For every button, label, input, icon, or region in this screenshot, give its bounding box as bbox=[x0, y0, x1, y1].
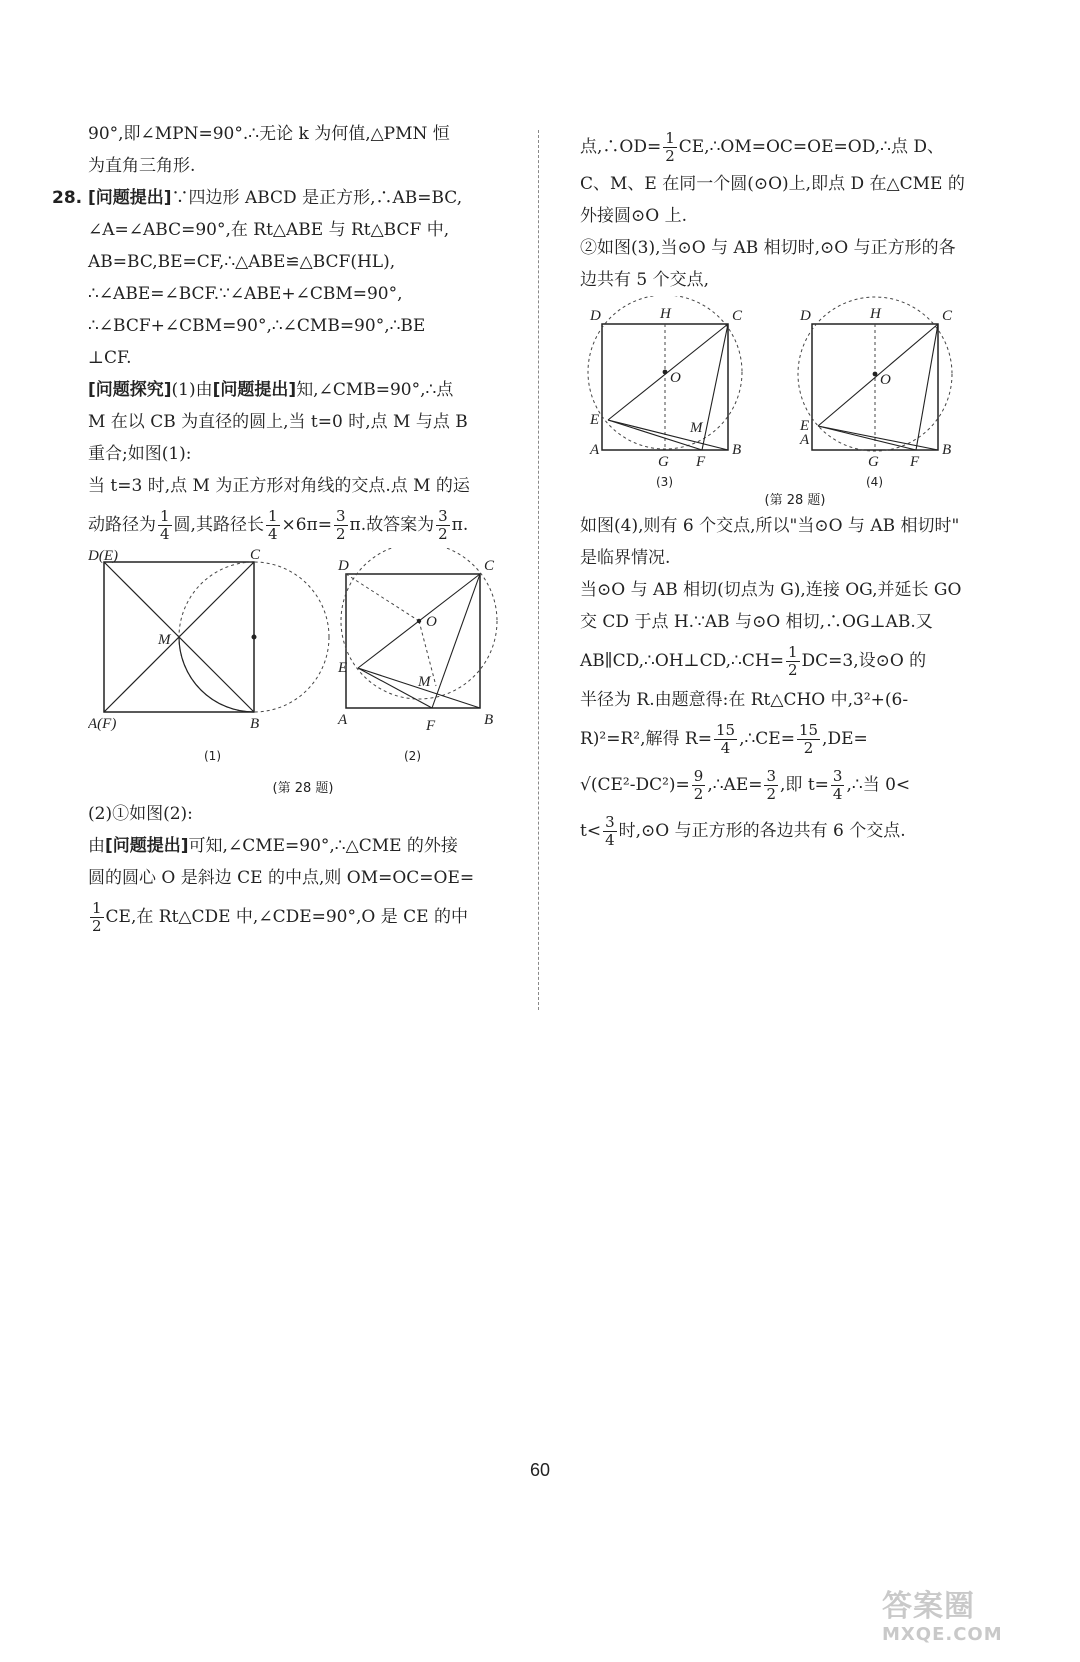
label: D bbox=[338, 558, 349, 574]
text-line: ⊥CF. bbox=[88, 348, 132, 368]
label: O bbox=[426, 614, 437, 630]
label: M bbox=[158, 632, 171, 648]
text-line: 如图(4),则有 6 个交点,所以"当⊙O 与 AB 相切时" bbox=[580, 516, 960, 536]
figure-1 bbox=[88, 548, 329, 763]
watermark bbox=[882, 1590, 1003, 1645]
fraction: $\frac{3}{4}$ bbox=[605, 813, 615, 849]
label: E bbox=[800, 418, 810, 434]
right-column: 点,∴OD= $\frac{1}{2}$ CE,∴OM=OC=OE=OD,∴点 D、 C、M、E 在同一个圆(⊙O)上,即点 D 在△CME 的 外接圆⊙O 上. ②如图(3),当⊙O 与 AB 相切时,⊙O 与正方形的各 边共有 5 个交点, D H C O E M A G F B (3) D H C O E A G F B (4) (第 28 题) 如图(4),则有 6 个交点,所以"当⊙O 与 AB 相切时" 是临界情况. 当⊙O 与 AB 相切(切点为 G),连接 OG,并延长 GO 交 CD 于点 H.∵AB 与⊙O 相切,∴OG⊥AB.又 AB∥CD,∴OH⊥CD,∴CH= $\frac{1}{2}$ DC=3,设⊙O 的 半径为 R.由题意得:在 Rt△CHO 中,3²+(6- R)²=R²,解得 R= $\frac{15}{4}$ ,∴CE= $\frac{15}{2}$ ,DE= √(CE²-DC²)= $\frac{9}{2}$ ,∴AE= $\frac{3}{2}$ ,即 t= $\frac{3}{4}$ ,∴当 0< t< $\frac{3}{4}$ 时,⊙O 与正方形的各边共有 6 个交点. bbox=[580, 126, 1010, 854]
figures-3-4 bbox=[580, 296, 1010, 492]
section-tag: [问题提出] bbox=[88, 188, 172, 208]
label: C bbox=[484, 558, 495, 574]
text-line: ∴∠BCF+∠CBM=90°,∴∠CMB=90°,∴BE bbox=[88, 316, 426, 336]
text-line: 当⊙O 与 AB 相切(切点为 G),连接 OG,并延长 GO bbox=[580, 580, 962, 600]
figure-row-1-2 bbox=[88, 548, 518, 780]
label: C bbox=[732, 308, 743, 324]
text-line: ∵四边形 ABCD 是正方形,∴AB=BC, bbox=[171, 188, 463, 208]
watermark-url: MXQE.COM bbox=[882, 1624, 1003, 1645]
text-line: ②如图(3),当⊙O 与 AB 相切时,⊙O 与正方形的各 bbox=[580, 238, 956, 258]
text-line: 90°,即∠MPN=90°.∴无论 k 为何值,△PMN 恒 bbox=[88, 124, 450, 144]
fraction: $\frac{15}{4}$ bbox=[715, 721, 736, 757]
label: E bbox=[338, 660, 348, 676]
text-line: 重合;如图(1): bbox=[88, 444, 192, 464]
fraction: $\frac{3}{2}$ bbox=[335, 507, 346, 543]
label: A bbox=[590, 442, 600, 458]
figures-1-2 bbox=[88, 548, 518, 780]
fraction: $\frac{3}{4}$ bbox=[832, 767, 843, 803]
text-line: 是临界情况. bbox=[580, 548, 671, 568]
text-line: C、M、E 在同一个圆(⊙O)上,即点 D 在△CME 的 bbox=[580, 174, 965, 194]
label: B bbox=[484, 712, 494, 728]
label: D bbox=[590, 308, 601, 324]
watermark-logo: 答案圈 bbox=[882, 1589, 975, 1624]
label: F bbox=[696, 454, 706, 470]
label: F bbox=[426, 718, 436, 734]
section-tag: [问题提出] bbox=[212, 380, 297, 400]
text-line: M 在以 CB 为直径的圆上,当 t=0 时,点 M 与点 B bbox=[88, 412, 468, 432]
fraction: $\frac{1}{4}$ bbox=[267, 507, 278, 543]
label: G bbox=[868, 454, 879, 470]
text-line: ∠A=∠ABC=90°,在 Rt△ABE 与 Rt△BCF 中, bbox=[88, 220, 450, 240]
figure-caption: (第 28 题) bbox=[764, 493, 826, 508]
text-line: 外接圆⊙O 上. bbox=[580, 206, 687, 226]
left-column: 90°,即∠MPN=90°.∴无论 k 为何值,△PMN 恒 为直角三角形. 28. [问题提出]∵四边形 ABCD 是正方形,∴AB=BC, ∠A=∠ABC=90°,在 Rt△ABE 与 Rt△BCF 中, AB=BC,BE=CF,∴△ABE≌△BCF(HL), ∴∠ABE=∠BCF.∵∠ABE+∠CBM=90°, ∴∠BCF+∠CBM=90°,∴∠CMB=90°,∴BE ⊥CF. [问题探究](1)由[问题提出]知,∠CMB=90°,∴点 M 在以 CB 为直径的圆上,当 t=0 时,点 M 与点 B 重合;如图(1): 当 t=3 时,点 M 为正方形对角线的交点.点 M 的运 动路径为 $\frac{1}{4}$ 圆,其路径长 $\frac{1}{4}$ ×6π= $\frac{3}{2}$ π.故答案为 $\frac{3}{2}$ π. D(E) C A(F) B M (1) D C A B E F M O (2) (第 28 题) (2)①如图(2): 由[问题提出]可知,∠CME=90°,∴△CME 的外接 圆的圆心 O 是斜边 CE 的中点,则 OM=OC=OE= $\frac{1}{2}$ CE,在 Rt△CDE 中,∠CDE=90°,O 是 CE 的中 bbox=[88, 118, 518, 940]
label: O bbox=[880, 372, 891, 388]
label: B bbox=[250, 716, 260, 732]
label: B bbox=[942, 442, 952, 458]
fraction: $\frac{15}{2}$ bbox=[798, 721, 819, 757]
text-line: 为直角三角形. bbox=[88, 156, 196, 176]
label: M bbox=[690, 420, 703, 436]
figure-4 bbox=[798, 297, 953, 489]
label: C bbox=[250, 548, 261, 563]
label: M bbox=[418, 674, 431, 690]
label: B bbox=[732, 442, 742, 458]
label: F bbox=[910, 454, 920, 470]
figure-caption: (2) bbox=[404, 749, 421, 763]
text-line: 交 CD 于点 H.∵AB 与⊙O 相切,∴OG⊥AB.又 bbox=[580, 612, 933, 632]
text-line: 圆的圆心 O 是斜边 CE 的中点,则 OM=OC=OE= bbox=[88, 868, 475, 888]
label: A bbox=[338, 712, 348, 728]
fraction: $\frac{3}{2}$ bbox=[766, 767, 777, 803]
fraction: $\frac{1}{2}$ bbox=[92, 899, 102, 935]
label: C bbox=[942, 308, 953, 324]
label: D bbox=[800, 308, 811, 324]
column-divider bbox=[538, 130, 539, 1010]
label: A(F) bbox=[88, 716, 117, 732]
fraction: $\frac{1}{2}$ bbox=[665, 129, 675, 165]
problem-number: 28. bbox=[52, 188, 83, 208]
fraction: $\frac{9}{2}$ bbox=[693, 767, 704, 803]
text-line: AB=BC,BE=CF,∴△ABE≌△BCF(HL), bbox=[88, 252, 396, 272]
figure-2 bbox=[337, 548, 497, 763]
section-tag: [问题探究] bbox=[88, 380, 172, 400]
text-line: 边共有 5 个交点, bbox=[580, 270, 710, 290]
text-line: ∴∠ABE=∠BCF.∵∠ABE+∠CBM=90°, bbox=[88, 284, 403, 304]
label: A bbox=[800, 432, 810, 448]
label: H bbox=[660, 306, 671, 322]
text-line: 半径为 R.由题意得:在 Rt△CHO 中,3²+(6- bbox=[580, 690, 909, 710]
fraction: $\frac{1}{2}$ bbox=[787, 643, 798, 679]
figure-3 bbox=[588, 296, 743, 489]
text-line: 当 t=3 时,点 M 为正方形对角线的交点.点 M 的运 bbox=[88, 476, 470, 496]
text-line: (2)①如图(2): bbox=[88, 804, 193, 824]
fraction: $\frac{1}{4}$ bbox=[160, 507, 170, 543]
label: D(E) bbox=[88, 548, 118, 564]
figure-caption: (4) bbox=[866, 475, 883, 489]
label: G bbox=[658, 454, 669, 470]
label: E bbox=[590, 412, 600, 428]
figure-caption: (1) bbox=[204, 749, 221, 763]
figure-caption: (3) bbox=[656, 475, 673, 489]
section-tag: [问题提出] bbox=[105, 836, 189, 856]
label: H bbox=[870, 306, 881, 322]
figure-row-3-4 bbox=[580, 296, 1010, 492]
figure-caption: (第 28 题) bbox=[272, 781, 334, 796]
label: O bbox=[670, 370, 681, 386]
fraction: $\frac{3}{2}$ bbox=[438, 507, 448, 543]
page-number: 60 bbox=[529, 1460, 551, 1480]
